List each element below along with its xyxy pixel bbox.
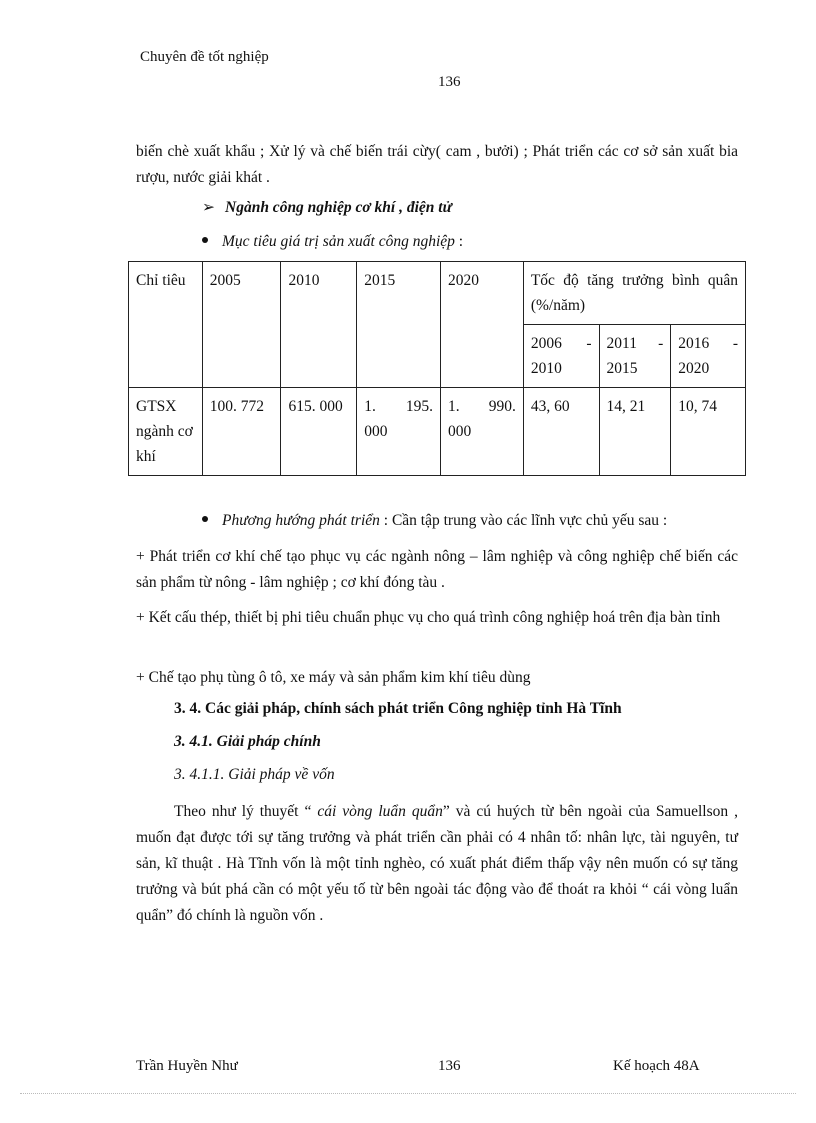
cell-indicator: GTSX ngành cơ khí: [129, 388, 203, 476]
target-bullet: [202, 233, 463, 251]
header-2010: 2010: [281, 262, 357, 388]
table-header-row: [129, 262, 746, 325]
header-period-3: 2016 - 2020: [671, 325, 746, 388]
header-growth: Tốc độ tăng trưởng bình quân (%/năm): [523, 262, 745, 325]
header-2020: 2020: [441, 262, 524, 388]
intro-paragraph: biến chè xuất khẩu ; Xử lý và chế biến trái cừy( cam , bưởi) ; Phát triển các cơ sở sản xuất bia rượu, nước giải khát .: [136, 143, 738, 186]
direction-bullet: [202, 512, 667, 530]
arrow-icon: ➢: [202, 199, 215, 216]
cell-growth-1: 43, 60: [523, 388, 599, 476]
sector-heading: [202, 198, 452, 217]
section-heading-3-4-1-1: 3. 4.1.1. Giải pháp về vốn: [174, 766, 335, 783]
cell-2015: 1. 195. 000: [357, 388, 441, 476]
closing-paragraph: [136, 799, 738, 929]
section-heading-3-4: 3. 4. Các giải pháp, chính sách phát triển Công nghiệp tỉnh Hà Tĩnh: [174, 700, 622, 717]
cell-growth-2: 14, 21: [599, 388, 671, 476]
header-period-2: 2011 - 2015: [599, 325, 671, 388]
cell-2010: 615. 000: [281, 388, 357, 476]
plus-item-2: + Kết cấu thép, thiết bị phi tiêu chuẩn phục vụ cho quá trình công nghiệp hoá trên địa bàn tỉnh: [136, 609, 721, 626]
footer-author: Trần Huyền Như: [136, 1058, 238, 1074]
target-label: Mục tiêu giá trị sản xuất công nghiệp: [222, 233, 455, 250]
direction-label: Phương hướng phát triển: [222, 512, 380, 529]
closing-part-2: ” và cú huých từ bên ngoài của Samuellson , muốn đạt được tới sự tăng trưởng và phát triển cần phải có 4 nhân tố: nhân lực, tài nguyên, tư sản, kĩ thuật . Hà Tĩnh vốn là một tỉnh nghèo, có xuất phát điểm thấp vậy nên muốn có sự tăng trưởng và bút phá cần có một yếu tố từ bên ngoài tác động vào để thoát ra khỏi “ cái vòng luẩn quẩn” đó chính là nguồn vốn .: [136, 803, 739, 924]
production-table: [128, 261, 746, 476]
header-2015: 2015: [357, 262, 441, 388]
plus-item-3: + Chế tạo phụ tùng ô tô, xe máy và sản phẩm kim khí tiêu dùng: [136, 669, 531, 686]
section-heading-3-4-1: 3. 4.1. Giải pháp chính: [174, 733, 321, 750]
table-row: [129, 388, 746, 476]
bullet-icon: [202, 237, 208, 243]
closing-italic: cái vòng luẩn quẩn: [317, 803, 443, 820]
cell-2005: 100. 772: [202, 388, 281, 476]
cell-growth-3: 10, 74: [671, 388, 746, 476]
header-2005: 2005: [202, 262, 281, 388]
footer-page-number: 136: [438, 1058, 461, 1074]
cell-2020: 1. 990. 000: [441, 388, 524, 476]
header-page-number: 136: [438, 74, 461, 90]
direction-text: : Cần tập trung vào các lĩnh vực chủ yếu sau :: [379, 512, 668, 529]
target-suffix: :: [454, 233, 464, 250]
page-bottom-divider: [20, 1093, 796, 1094]
closing-part-1: Theo như lý thuyết “: [174, 803, 318, 820]
header-period-1: 2006 - 2010: [523, 325, 599, 388]
header-indicator: Chỉ tiêu: [129, 262, 203, 388]
footer-class: Kế hoạch 48A: [613, 1058, 700, 1074]
plus-item-1: + Phát triển cơ khí chế tạo phục vụ các ngành nông – lâm nghiệp và công nghiệp chế biến các sản phẩm từ nông - lâm nghiệp ; cơ khí đóng tàu .: [136, 548, 738, 591]
header-title: Chuyên đề tốt nghiệp: [140, 49, 269, 65]
bullet-icon: [202, 516, 208, 522]
sector-heading-text: Ngành công nghiệp cơ khí , điện tử: [225, 199, 452, 216]
